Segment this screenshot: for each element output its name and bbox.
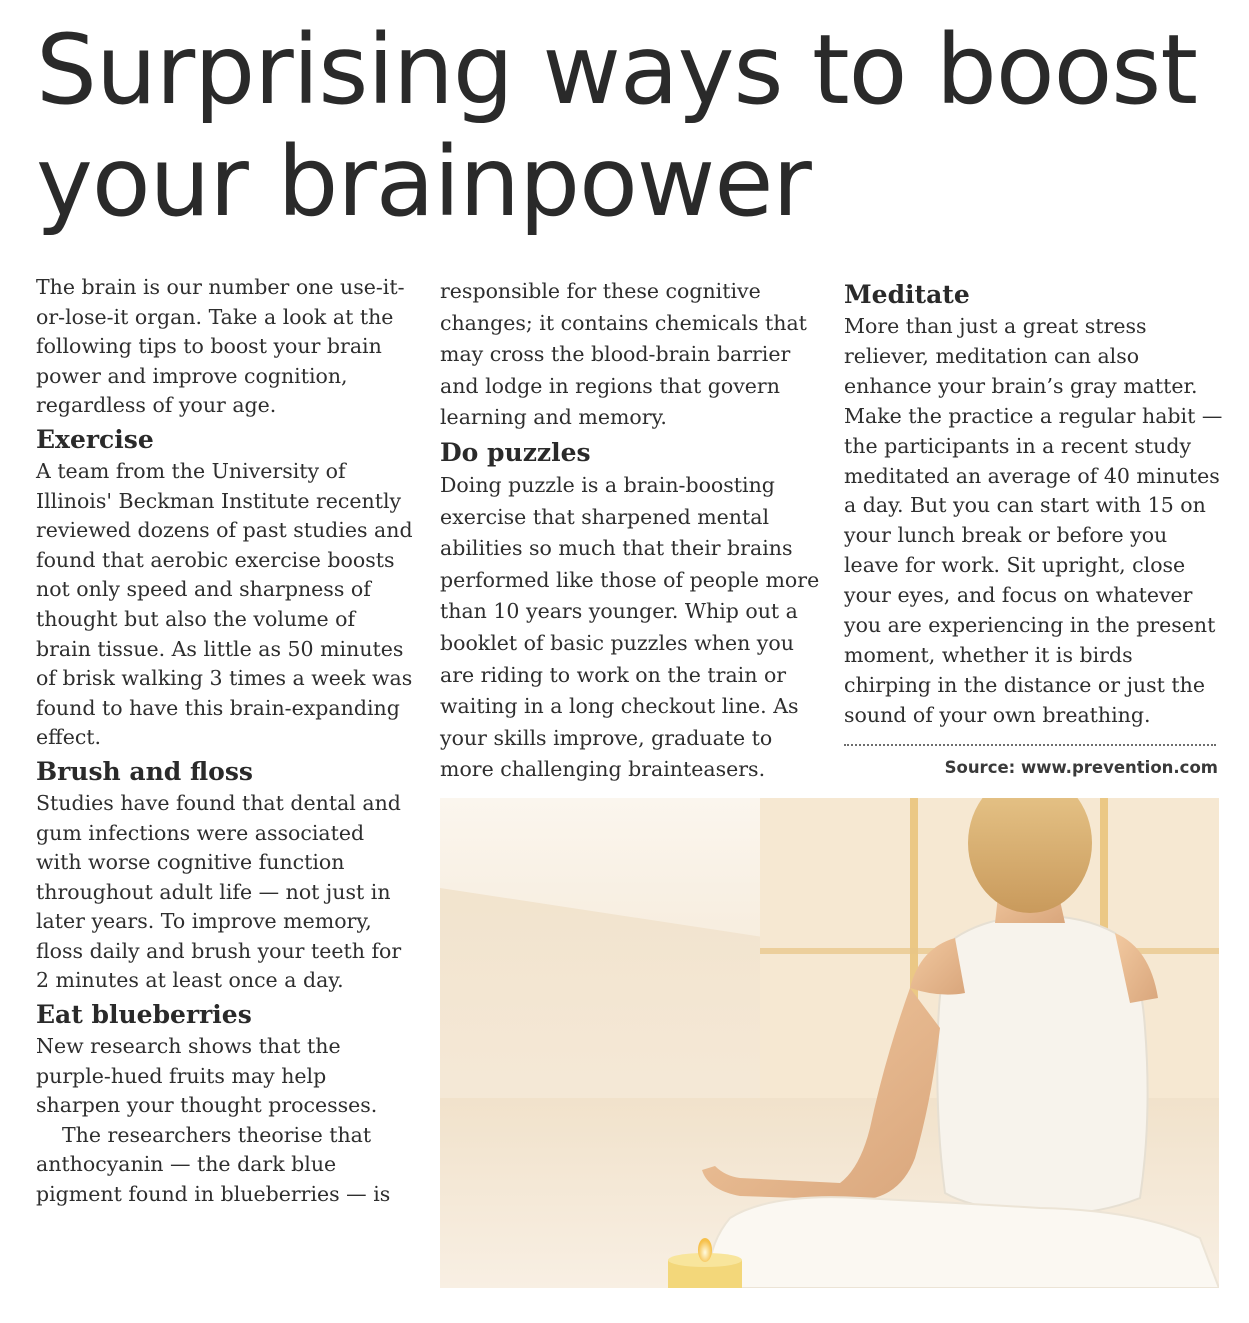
column-3	[844, 276, 1224, 731]
brush-floss-heading: Brush and floss	[36, 756, 253, 786]
dotted-divider	[844, 744, 1216, 746]
puzzles-heading: Do puzzles	[440, 437, 591, 467]
column-1	[36, 273, 416, 1210]
meditate-body: More than just a great stress reliever, meditation can also enhance your brain’s gray matter. Make the practice a regular habit — the participants in a recent study meditated an average of 40 minutes a day. But you can start with 15 on your lunch break or before you leave for work. Sit upright, close your eyes, and focus on whatever you are experiencing in the present moment, whether it is birds chirping in the distance or just the sound of your own breathing.	[844, 314, 1223, 727]
source-credit: Source: www.prevention.com	[944, 758, 1218, 777]
intro-paragraph: The brain is our number one use-it-or-lose-it organ. Take a look at the following tips to boost your brain power and improve cognition, regardless of your age.	[36, 275, 405, 418]
column-2	[440, 276, 822, 786]
puzzles-body: Doing puzzle is a brain-boosting exercise that sharpened mental abilities so much that their brains performed like those of people more than 10 years younger. Whip out a booklet of basic puzzles when you are riding to work on the train or waiting in a long checkout line. As your skills improve, graduate to more challenging brainteasers.	[440, 472, 820, 782]
blueberries-body-1: New research shows that the purple-hued fruits may help sharpen your thought processes.	[36, 1034, 378, 1118]
meditate-heading: Meditate	[844, 280, 970, 309]
article-title: Surprising ways to boost your brainpower	[36, 14, 1197, 238]
meditation-photo	[440, 798, 1219, 1288]
brush-floss-body: Studies have found that dental and gum infections were associated with worse cognitive function throughout adult life — not just in later years. To improve memory, floss daily and brush your teeth for 2 minutes at least once a day.	[36, 790, 402, 993]
exercise-body: A team from the University of Illinois' Beckman Institute recently reviewed dozens of past studies and found that aerobic exercise boosts not only speed and sharpness of thought but also the volume of brain tissue. As little as 50 minutes of brisk walking 3 times a week was found to have this brain-expanding effect.	[36, 458, 413, 750]
blueberries-heading: Eat blueberries	[36, 1000, 252, 1030]
tank-top	[937, 916, 1147, 1214]
exercise-heading: Exercise	[36, 424, 154, 454]
blueberries-body-2: The researchers theorise that anthocyanin — the dark blue pigment found in blueberries — is	[36, 1122, 391, 1207]
blueberries-body-continued: responsible for these cognitive changes; it contains chemicals that may cross the blood-brain barrier and lodge in regions that govern learning and memory.	[440, 279, 807, 430]
meditating-woman-illustration	[440, 798, 1219, 1288]
candle-flame	[698, 1238, 712, 1262]
